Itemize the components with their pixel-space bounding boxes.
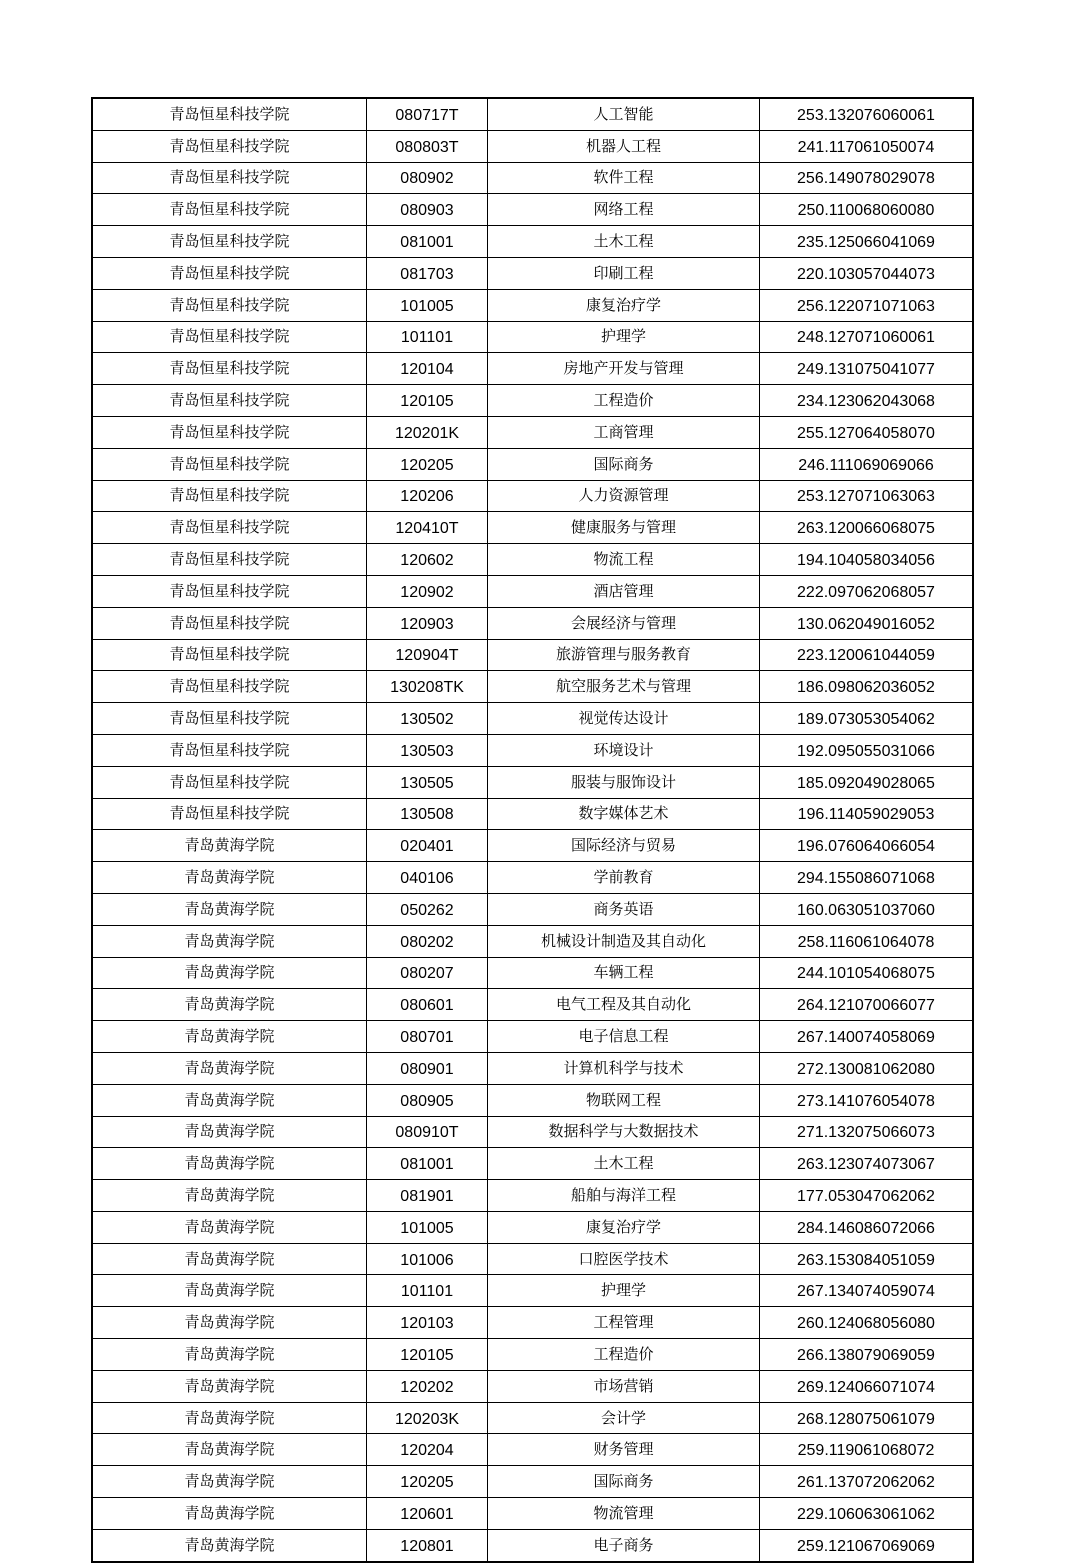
school-name-cell: 青岛恒星科技学院 xyxy=(92,798,367,830)
school-name-cell: 青岛恒星科技学院 xyxy=(92,575,367,607)
school-name-cell: 青岛黄海学院 xyxy=(92,1402,367,1434)
table-row xyxy=(92,1370,973,1402)
table-row xyxy=(92,162,973,194)
major-name-cell: 机器人工程 xyxy=(488,130,760,162)
score-cell: 273.141076054078 xyxy=(760,1084,974,1116)
major-name-cell: 会计学 xyxy=(488,1402,760,1434)
major-code-cell: 130502 xyxy=(367,703,488,735)
score-cell: 261.137072062062 xyxy=(760,1466,974,1498)
table-row xyxy=(92,830,973,862)
major-name-cell: 电气工程及其自动化 xyxy=(488,989,760,1021)
major-code-cell: 080202 xyxy=(367,925,488,957)
school-name-cell: 青岛黄海学院 xyxy=(92,925,367,957)
major-name-cell: 工商管理 xyxy=(488,416,760,448)
major-name-cell: 国际经济与贸易 xyxy=(488,830,760,862)
major-code-cell: 080803T xyxy=(367,130,488,162)
admission-score-table xyxy=(91,97,974,1563)
major-name-cell: 物流工程 xyxy=(488,544,760,576)
school-name-cell: 青岛恒星科技学院 xyxy=(92,671,367,703)
school-name-cell: 青岛恒星科技学院 xyxy=(92,734,367,766)
school-name-cell: 青岛黄海学院 xyxy=(92,1307,367,1339)
major-code-cell: 120103 xyxy=(367,1307,488,1339)
major-code-cell: 080601 xyxy=(367,989,488,1021)
score-cell: 267.134074059074 xyxy=(760,1275,974,1307)
table-row xyxy=(92,925,973,957)
table-row xyxy=(92,385,973,417)
table-row xyxy=(92,226,973,258)
table-row xyxy=(92,1180,973,1212)
table-row xyxy=(92,798,973,830)
score-cell: 250.110068060080 xyxy=(760,194,974,226)
major-code-cell: 081001 xyxy=(367,226,488,258)
major-code-cell: 101101 xyxy=(367,1275,488,1307)
school-name-cell: 青岛恒星科技学院 xyxy=(92,194,367,226)
table-row xyxy=(92,989,973,1021)
table-row xyxy=(92,1243,973,1275)
major-name-cell: 车辆工程 xyxy=(488,957,760,989)
major-name-cell: 学前教育 xyxy=(488,862,760,894)
table-row xyxy=(92,1275,973,1307)
major-code-cell: 080910T xyxy=(367,1116,488,1148)
score-cell: 263.120066068075 xyxy=(760,512,974,544)
score-cell: 259.121067069069 xyxy=(760,1529,974,1561)
score-cell: 294.155086071068 xyxy=(760,862,974,894)
score-cell: 130.062049016052 xyxy=(760,607,974,639)
major-code-cell: 120205 xyxy=(367,1466,488,1498)
school-name-cell: 青岛恒星科技学院 xyxy=(92,512,367,544)
score-cell: 264.121070066077 xyxy=(760,989,974,1021)
table-row xyxy=(92,1402,973,1434)
major-code-cell: 120602 xyxy=(367,544,488,576)
table-row xyxy=(92,98,973,130)
table-row xyxy=(92,893,973,925)
major-code-cell: 130503 xyxy=(367,734,488,766)
school-name-cell: 青岛黄海学院 xyxy=(92,989,367,1021)
score-cell: 263.153084051059 xyxy=(760,1243,974,1275)
school-name-cell: 青岛黄海学院 xyxy=(92,1434,367,1466)
school-name-cell: 青岛恒星科技学院 xyxy=(92,385,367,417)
score-cell: 272.130081062080 xyxy=(760,1052,974,1084)
school-name-cell: 青岛黄海学院 xyxy=(92,1339,367,1371)
major-name-cell: 电子信息工程 xyxy=(488,1021,760,1053)
school-name-cell: 青岛黄海学院 xyxy=(92,1148,367,1180)
score-cell: 260.124068056080 xyxy=(760,1307,974,1339)
major-name-cell: 电子商务 xyxy=(488,1529,760,1561)
major-code-cell: 120904T xyxy=(367,639,488,671)
major-code-cell: 120902 xyxy=(367,575,488,607)
score-cell: 229.106063061062 xyxy=(760,1498,974,1530)
major-code-cell: 081901 xyxy=(367,1180,488,1212)
major-name-cell: 财务管理 xyxy=(488,1434,760,1466)
table-row xyxy=(92,1498,973,1530)
major-name-cell: 工程管理 xyxy=(488,1307,760,1339)
major-name-cell: 物联网工程 xyxy=(488,1084,760,1116)
major-code-cell: 020401 xyxy=(367,830,488,862)
score-cell: 269.124066071074 xyxy=(760,1370,974,1402)
score-cell: 255.127064058070 xyxy=(760,416,974,448)
major-name-cell: 工程造价 xyxy=(488,1339,760,1371)
table-row xyxy=(92,1466,973,1498)
table-row xyxy=(92,1021,973,1053)
major-code-cell: 130508 xyxy=(367,798,488,830)
school-name-cell: 青岛黄海学院 xyxy=(92,1021,367,1053)
major-code-cell: 120206 xyxy=(367,480,488,512)
major-code-cell: 101005 xyxy=(367,1211,488,1243)
major-name-cell: 视觉传达设计 xyxy=(488,703,760,735)
score-cell: 271.132075066073 xyxy=(760,1116,974,1148)
major-name-cell: 商务英语 xyxy=(488,893,760,925)
school-name-cell: 青岛恒星科技学院 xyxy=(92,98,367,130)
major-name-cell: 国际商务 xyxy=(488,1466,760,1498)
score-cell: 186.098062036052 xyxy=(760,671,974,703)
score-cell: 253.132076060061 xyxy=(760,98,974,130)
school-name-cell: 青岛恒星科技学院 xyxy=(92,257,367,289)
major-name-cell: 酒店管理 xyxy=(488,575,760,607)
table-row xyxy=(92,1052,973,1084)
school-name-cell: 青岛恒星科技学院 xyxy=(92,130,367,162)
table-body xyxy=(92,98,973,1562)
school-name-cell: 青岛黄海学院 xyxy=(92,1243,367,1275)
major-name-cell: 服装与服饰设计 xyxy=(488,766,760,798)
major-name-cell: 计算机科学与技术 xyxy=(488,1052,760,1084)
score-cell: 234.123062043068 xyxy=(760,385,974,417)
major-name-cell: 国际商务 xyxy=(488,448,760,480)
major-name-cell: 数据科学与大数据技术 xyxy=(488,1116,760,1148)
major-name-cell: 人力资源管理 xyxy=(488,480,760,512)
score-cell: 248.127071060061 xyxy=(760,321,974,353)
major-name-cell: 土木工程 xyxy=(488,226,760,258)
major-name-cell: 护理学 xyxy=(488,1275,760,1307)
major-code-cell: 080902 xyxy=(367,162,488,194)
school-name-cell: 青岛恒星科技学院 xyxy=(92,480,367,512)
score-cell: 267.140074058069 xyxy=(760,1021,974,1053)
table-row xyxy=(92,957,973,989)
score-cell: 246.111069069066 xyxy=(760,448,974,480)
major-code-cell: 080901 xyxy=(367,1052,488,1084)
major-name-cell: 口腔医学技术 xyxy=(488,1243,760,1275)
table-row xyxy=(92,862,973,894)
table-row xyxy=(92,671,973,703)
score-cell: 258.116061064078 xyxy=(760,925,974,957)
major-name-cell: 健康服务与管理 xyxy=(488,512,760,544)
major-name-cell: 会展经济与管理 xyxy=(488,607,760,639)
table-row xyxy=(92,575,973,607)
major-code-cell: 101006 xyxy=(367,1243,488,1275)
major-name-cell: 软件工程 xyxy=(488,162,760,194)
score-cell: 223.120061044059 xyxy=(760,639,974,671)
major-code-cell: 080905 xyxy=(367,1084,488,1116)
major-code-cell: 050262 xyxy=(367,893,488,925)
table-row xyxy=(92,1307,973,1339)
school-name-cell: 青岛恒星科技学院 xyxy=(92,766,367,798)
major-code-cell: 120903 xyxy=(367,607,488,639)
major-code-cell: 081703 xyxy=(367,257,488,289)
major-code-cell: 130505 xyxy=(367,766,488,798)
major-code-cell: 080717T xyxy=(367,98,488,130)
school-name-cell: 青岛黄海学院 xyxy=(92,1211,367,1243)
table-row xyxy=(92,607,973,639)
major-name-cell: 房地产开发与管理 xyxy=(488,353,760,385)
table-row xyxy=(92,416,973,448)
table-row xyxy=(92,1529,973,1561)
major-code-cell: 120105 xyxy=(367,385,488,417)
major-code-cell: 120204 xyxy=(367,1434,488,1466)
table-row xyxy=(92,130,973,162)
table-row xyxy=(92,1116,973,1148)
school-name-cell: 青岛恒星科技学院 xyxy=(92,226,367,258)
school-name-cell: 青岛恒星科技学院 xyxy=(92,544,367,576)
score-cell: 249.131075041077 xyxy=(760,353,974,385)
major-code-cell: 120205 xyxy=(367,448,488,480)
major-code-cell: 101101 xyxy=(367,321,488,353)
school-name-cell: 青岛黄海学院 xyxy=(92,830,367,862)
major-code-cell: 130208TK xyxy=(367,671,488,703)
school-name-cell: 青岛黄海学院 xyxy=(92,1116,367,1148)
school-name-cell: 青岛黄海学院 xyxy=(92,1370,367,1402)
table-row xyxy=(92,734,973,766)
major-code-cell: 040106 xyxy=(367,862,488,894)
school-name-cell: 青岛恒星科技学院 xyxy=(92,416,367,448)
score-cell: 266.138079069059 xyxy=(760,1339,974,1371)
table-row xyxy=(92,480,973,512)
score-cell: 259.119061068072 xyxy=(760,1434,974,1466)
table-row xyxy=(92,1211,973,1243)
school-name-cell: 青岛黄海学院 xyxy=(92,1466,367,1498)
major-name-cell: 环境设计 xyxy=(488,734,760,766)
table-row xyxy=(92,448,973,480)
school-name-cell: 青岛恒星科技学院 xyxy=(92,353,367,385)
school-name-cell: 青岛黄海学院 xyxy=(92,862,367,894)
score-cell: 284.146086072066 xyxy=(760,1211,974,1243)
school-name-cell: 青岛黄海学院 xyxy=(92,1084,367,1116)
major-name-cell: 康复治疗学 xyxy=(488,1211,760,1243)
score-cell: 177.053047062062 xyxy=(760,1180,974,1212)
major-code-cell: 120202 xyxy=(367,1370,488,1402)
major-code-cell: 120601 xyxy=(367,1498,488,1530)
table-row xyxy=(92,1434,973,1466)
score-cell: 196.114059029053 xyxy=(760,798,974,830)
score-cell: 220.103057044073 xyxy=(760,257,974,289)
score-cell: 256.122071071063 xyxy=(760,289,974,321)
table-row xyxy=(92,766,973,798)
school-name-cell: 青岛恒星科技学院 xyxy=(92,321,367,353)
major-name-cell: 市场营销 xyxy=(488,1370,760,1402)
score-cell: 241.117061050074 xyxy=(760,130,974,162)
score-cell: 222.097062068057 xyxy=(760,575,974,607)
table-row xyxy=(92,353,973,385)
major-name-cell: 工程造价 xyxy=(488,385,760,417)
major-code-cell: 080903 xyxy=(367,194,488,226)
table-row xyxy=(92,257,973,289)
school-name-cell: 青岛黄海学院 xyxy=(92,1180,367,1212)
school-name-cell: 青岛恒星科技学院 xyxy=(92,639,367,671)
major-name-cell: 康复治疗学 xyxy=(488,289,760,321)
table-row xyxy=(92,512,973,544)
school-name-cell: 青岛恒星科技学院 xyxy=(92,162,367,194)
major-code-cell: 120104 xyxy=(367,353,488,385)
school-name-cell: 青岛恒星科技学院 xyxy=(92,289,367,321)
school-name-cell: 青岛恒星科技学院 xyxy=(92,703,367,735)
major-code-cell: 101005 xyxy=(367,289,488,321)
major-name-cell: 旅游管理与服务教育 xyxy=(488,639,760,671)
major-code-cell: 120201K xyxy=(367,416,488,448)
table-row xyxy=(92,1339,973,1371)
school-name-cell: 青岛黄海学院 xyxy=(92,1275,367,1307)
score-cell: 268.128075061079 xyxy=(760,1402,974,1434)
score-cell: 192.095055031066 xyxy=(760,734,974,766)
major-code-cell: 120410T xyxy=(367,512,488,544)
school-name-cell: 青岛黄海学院 xyxy=(92,1529,367,1561)
major-code-cell: 080207 xyxy=(367,957,488,989)
major-name-cell: 印刷工程 xyxy=(488,257,760,289)
table-row xyxy=(92,194,973,226)
major-name-cell: 机械设计制造及其自动化 xyxy=(488,925,760,957)
major-name-cell: 人工智能 xyxy=(488,98,760,130)
score-cell: 194.104058034056 xyxy=(760,544,974,576)
score-cell: 256.149078029078 xyxy=(760,162,974,194)
major-code-cell: 120801 xyxy=(367,1529,488,1561)
table-row xyxy=(92,321,973,353)
score-cell: 253.127071063063 xyxy=(760,480,974,512)
major-code-cell: 120203K xyxy=(367,1402,488,1434)
table-row xyxy=(92,1084,973,1116)
school-name-cell: 青岛黄海学院 xyxy=(92,957,367,989)
table-row xyxy=(92,544,973,576)
major-name-cell: 网络工程 xyxy=(488,194,760,226)
score-cell: 160.063051037060 xyxy=(760,893,974,925)
major-code-cell: 080701 xyxy=(367,1021,488,1053)
school-name-cell: 青岛恒星科技学院 xyxy=(92,607,367,639)
major-code-cell: 120105 xyxy=(367,1339,488,1371)
school-name-cell: 青岛恒星科技学院 xyxy=(92,448,367,480)
score-cell: 189.073053054062 xyxy=(760,703,974,735)
major-name-cell: 船舶与海洋工程 xyxy=(488,1180,760,1212)
score-cell: 235.125066041069 xyxy=(760,226,974,258)
table-row xyxy=(92,703,973,735)
major-name-cell: 数字媒体艺术 xyxy=(488,798,760,830)
school-name-cell: 青岛黄海学院 xyxy=(92,893,367,925)
major-name-cell: 物流管理 xyxy=(488,1498,760,1530)
table-row xyxy=(92,1148,973,1180)
major-name-cell: 护理学 xyxy=(488,321,760,353)
major-code-cell: 081001 xyxy=(367,1148,488,1180)
score-cell: 244.101054068075 xyxy=(760,957,974,989)
major-name-cell: 航空服务艺术与管理 xyxy=(488,671,760,703)
score-cell: 196.076064066054 xyxy=(760,830,974,862)
school-name-cell: 青岛黄海学院 xyxy=(92,1498,367,1530)
table-row xyxy=(92,289,973,321)
table-row xyxy=(92,639,973,671)
score-cell: 263.123074073067 xyxy=(760,1148,974,1180)
score-cell: 185.092049028065 xyxy=(760,766,974,798)
school-name-cell: 青岛黄海学院 xyxy=(92,1052,367,1084)
major-name-cell: 土木工程 xyxy=(488,1148,760,1180)
